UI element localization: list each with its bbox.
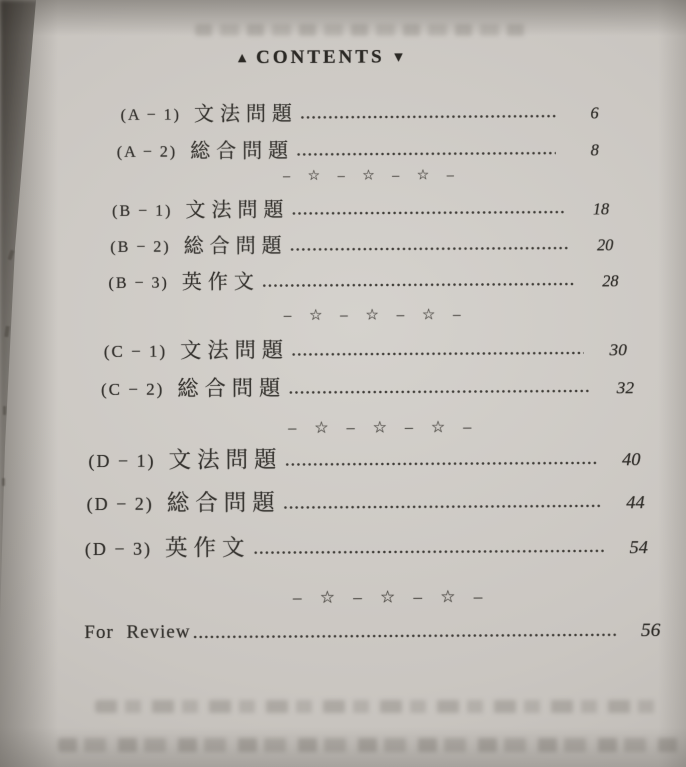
toc-entry-page-number: 8 <box>590 140 599 160</box>
toc-entry-code: (B − 2) <box>110 239 171 257</box>
toc-entry <box>85 533 648 560</box>
toc-entry-label: 総合問題 <box>177 375 287 401</box>
page-title-text: CONTENTS <box>255 46 385 69</box>
toc-entry-page-number: 56 <box>640 619 661 641</box>
toc-entry <box>101 373 634 400</box>
toc-entry <box>87 488 645 515</box>
toc-entry-page-number: 20 <box>596 235 614 255</box>
toc-entry-page-number: 32 <box>616 378 635 398</box>
toc-entry-label: 文法問題 <box>168 446 283 473</box>
star-separator: – ☆ – ☆ – ☆ – <box>292 586 490 607</box>
toc-entry-page-number: 30 <box>609 340 627 360</box>
toc-entry-page-number: 18 <box>592 199 610 219</box>
dot-leader <box>262 282 576 289</box>
star-separator: – ☆ – ☆ – ☆ – <box>288 419 479 438</box>
toc-entry-label: 英作文 <box>181 271 260 294</box>
toc-entry-page-number: 44 <box>626 491 645 513</box>
toc-entry-label: 文法問題 <box>185 199 290 222</box>
up-triangle-icon: ▲ <box>235 51 250 67</box>
toc-entry <box>112 194 609 221</box>
dot-leader <box>291 210 566 216</box>
toc-entry-code: (A − 2) <box>116 143 178 162</box>
toc-entry <box>108 266 618 293</box>
toc-entry-code: (D − 3) <box>84 538 153 560</box>
toc-entry <box>104 335 627 362</box>
down-triangle-icon: ▼ <box>391 50 406 66</box>
toc-entry-label: 文法問題 <box>180 337 290 363</box>
dot-leader <box>283 503 602 510</box>
star-separator: – ☆ – ☆ – ☆ – <box>283 307 468 325</box>
toc-entry-code: (B − 1) <box>112 203 173 221</box>
dot-leader <box>288 388 591 395</box>
toc-entry-label: For Review <box>84 621 191 644</box>
toc-entry-code: (D − 2) <box>86 493 154 515</box>
dot-leader <box>253 548 605 555</box>
toc-entry-code: (B − 3) <box>108 275 169 293</box>
toc-entry-page-number: 28 <box>602 271 619 291</box>
toc-entry-page-number: 6 <box>590 103 599 123</box>
toc-entry-code: (C − 1) <box>103 341 168 362</box>
star-separator: – ☆ – ☆ – ☆ – <box>283 168 461 185</box>
toc-entry-label: 英作文 <box>164 534 251 561</box>
dot-leader <box>285 460 598 467</box>
toc-entry <box>121 98 599 125</box>
toc-entry-label: 総合問題 <box>183 235 288 258</box>
toc-entry-label: 総合問題 <box>190 139 295 163</box>
toc-entry-for-review <box>84 617 660 644</box>
toc-entry <box>88 445 640 472</box>
toc-entry-code: (A − 1) <box>120 106 182 125</box>
toc-entry-label: 総合問題 <box>166 489 281 516</box>
toc-entry <box>110 230 613 257</box>
toc-entry-code: (D − 1) <box>88 450 156 472</box>
toc-entry <box>117 135 599 162</box>
toc-entry-label: 文法問題 <box>193 102 299 126</box>
dot-leader <box>300 114 556 120</box>
dot-leader <box>193 632 618 639</box>
toc-entry-code: (C − 2) <box>101 379 165 400</box>
page-title <box>0 45 663 71</box>
dot-leader <box>290 246 571 252</box>
toc-entry-page-number: 54 <box>629 536 648 558</box>
toc-entry-page-number: 40 <box>622 448 641 470</box>
dot-leader <box>296 151 556 157</box>
dot-leader <box>291 350 584 357</box>
